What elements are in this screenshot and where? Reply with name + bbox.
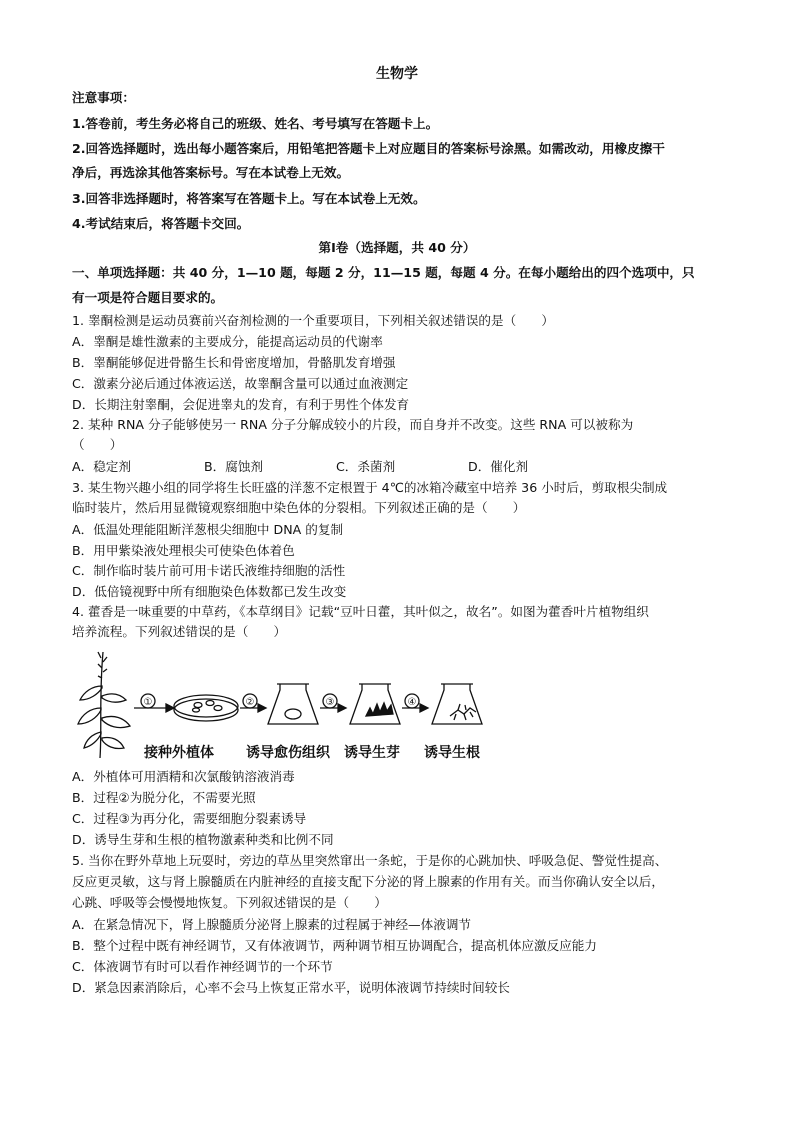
petri-dish bbox=[174, 695, 238, 721]
question-3-stem: 3. 某生物兴趣小组的同学将生长旺盛的洋葱不定根置于 4℃的冰箱冷藏室中培养 36 小时后，剪取根尖制成 bbox=[72, 480, 668, 495]
figure-label: 诱导生根 bbox=[424, 745, 480, 761]
question-5-option-b: B．整个过程中既有神经调节，又有体液调节，两种调节相互协调配合，提高机体应激反应能力 bbox=[72, 938, 597, 953]
question-1-stem: 1. 睾酮检测是运动员赛前兴奋剂检测的一个重要项目，下列相关叙述错误的是（ ） bbox=[72, 313, 554, 328]
question-1-option-b: B．睾酮能够促进骨骼生长和骨密度增加，骨骼肌发育增强 bbox=[72, 355, 396, 370]
notice-item: 4.考试结束后，将答题卡交回。 bbox=[72, 216, 250, 231]
question-3-option-c: C．制作临时装片前可用卡诺氏液维持细胞的活性 bbox=[72, 563, 346, 578]
question-5-stem: 5. 当你在野外草地上玩耍时，旁边的草丛里突然窜出一条蛇，于是你的心跳加快、呼吸急促、警觉性提高、 bbox=[72, 853, 668, 868]
figure-label: 诱导愈伤组织 bbox=[246, 745, 330, 761]
step-4-marker: ④ bbox=[407, 697, 417, 708]
question-4-stem: 4. 藿香是一味重要的中草药，《本草纲目》记载“豆叶日藿，其叶似之，故名”。如图为藿香叶片植物组织 bbox=[72, 604, 649, 619]
culture-flask-shoots bbox=[350, 684, 400, 724]
notice-heading: 注意事项： bbox=[72, 90, 135, 105]
question-2-option-c: C．杀菌剂 bbox=[336, 459, 396, 474]
culture-flask-roots bbox=[432, 684, 482, 724]
question-2-option-d: D．催化剂 bbox=[468, 459, 529, 474]
culture-flask-callus bbox=[268, 684, 318, 724]
question-5-option-a: A．在紧急情况下，肾上腺髓质分泌肾上腺素的过程属于神经—体液调节 bbox=[72, 917, 472, 932]
question-3-option-d: D．低倍镜视野中所有细胞染色体数都已发生改变 bbox=[72, 584, 347, 599]
question-1-option-c: C．激素分泌后通过体液运送，故睾酮含量可以通过血液测定 bbox=[72, 376, 409, 391]
page-title: 生物学 bbox=[376, 66, 418, 82]
question-3-stem: 临时装片，然后用显微镜观察细胞中染色体的分裂相。下列叙述正确的是（ ） bbox=[72, 500, 526, 515]
notice-item: 3.回答非选择题时，将答案写在答题卡上。写在本试卷上无效。 bbox=[72, 191, 426, 206]
question-4-option-d: D．诱导生芽和生根的植物激素种类和比例不同 bbox=[72, 832, 334, 847]
section-instruction: 有一项是符合题目要求的。 bbox=[72, 290, 224, 305]
question-1-option-d: D．长期注射睾酮，会促进睾丸的发育，有利于男性个体发育 bbox=[72, 397, 410, 412]
figure-label: 接种外植体 bbox=[144, 745, 214, 761]
figure-label: 诱导生芽 bbox=[344, 745, 400, 761]
question-5-option-c: C．体液调节有时可以看作神经调节的一个环节 bbox=[72, 959, 333, 974]
agastache-plant-illustration bbox=[78, 652, 130, 758]
question-4-option-a: A．外植体可用酒精和次氯酸钠溶液消毒 bbox=[72, 769, 295, 784]
step-3-marker: ③ bbox=[325, 697, 335, 708]
question-3-option-b: B．用甲紫染液处理根尖可使染色体着色 bbox=[72, 543, 295, 558]
question-4-option-c: C．过程③为再分化，需要细胞分裂素诱导 bbox=[72, 811, 307, 826]
notice-item: 2.回答选择题时，选出每小题答案后，用铅笔把答题卡上对应题目的答案标号涂黑。如需改动，用橡皮擦干 bbox=[72, 141, 665, 156]
question-2-stem: 2. 某种 RNA 分子能够使另一 RNA 分子分解成较小的片段，而自身并不改变。这些 RNA 可以被称为 bbox=[72, 417, 634, 432]
question-1-option-a: A．睾酮是雄性激素的主要成分，能提高运动员的代谢率 bbox=[72, 334, 383, 349]
question-5-stem: 反应更灵敏，这与肾上腺髓质在内脏神经的直接支配下分泌的肾上腺素的作用有关。而当你确认安全以后， bbox=[72, 874, 664, 889]
step-2-marker: ② bbox=[245, 697, 255, 708]
section-instruction: 一、单项选择题：共 40 分，1—10 题，每题 2 分，11—15 题，每题 4 分。在每小题给出的四个选项中，只 bbox=[72, 265, 695, 280]
step-1-marker: ① bbox=[143, 697, 153, 708]
question-5-stem: 心跳、呼吸等会慢慢地恢复。下列叙述错误的是（ ） bbox=[72, 895, 387, 910]
notice-item: 1.答卷前，考生务必将自己的班级、姓名、考号填写在答题卡上。 bbox=[72, 116, 439, 131]
question-4-option-b: B．过程②为脱分化，不需要光照 bbox=[72, 790, 256, 805]
question-2-option-b: B．腐蚀剂 bbox=[204, 459, 264, 474]
section-title: 第Ⅰ卷（选择题，共 40 分） bbox=[318, 240, 476, 255]
question-5-option-d: D．紧急因素消除后，心率不会马上恢复正常水平，说明体液调节持续时间较长 bbox=[72, 980, 510, 995]
question-2-stem: （ ） bbox=[72, 437, 123, 452]
question-2-option-a: A．稳定剂 bbox=[72, 459, 131, 474]
question-3-option-a: A．低温处理能阻断洋葱根尖细胞中 DNA 的复制 bbox=[72, 522, 344, 537]
notice-item: 净后，再选涂其他答案标号。写在本试卷上无效。 bbox=[72, 165, 350, 180]
question-4-stem: 培养流程。下列叙述错误的是（ ） bbox=[72, 624, 287, 639]
question-2-options bbox=[72, 457, 528, 477]
